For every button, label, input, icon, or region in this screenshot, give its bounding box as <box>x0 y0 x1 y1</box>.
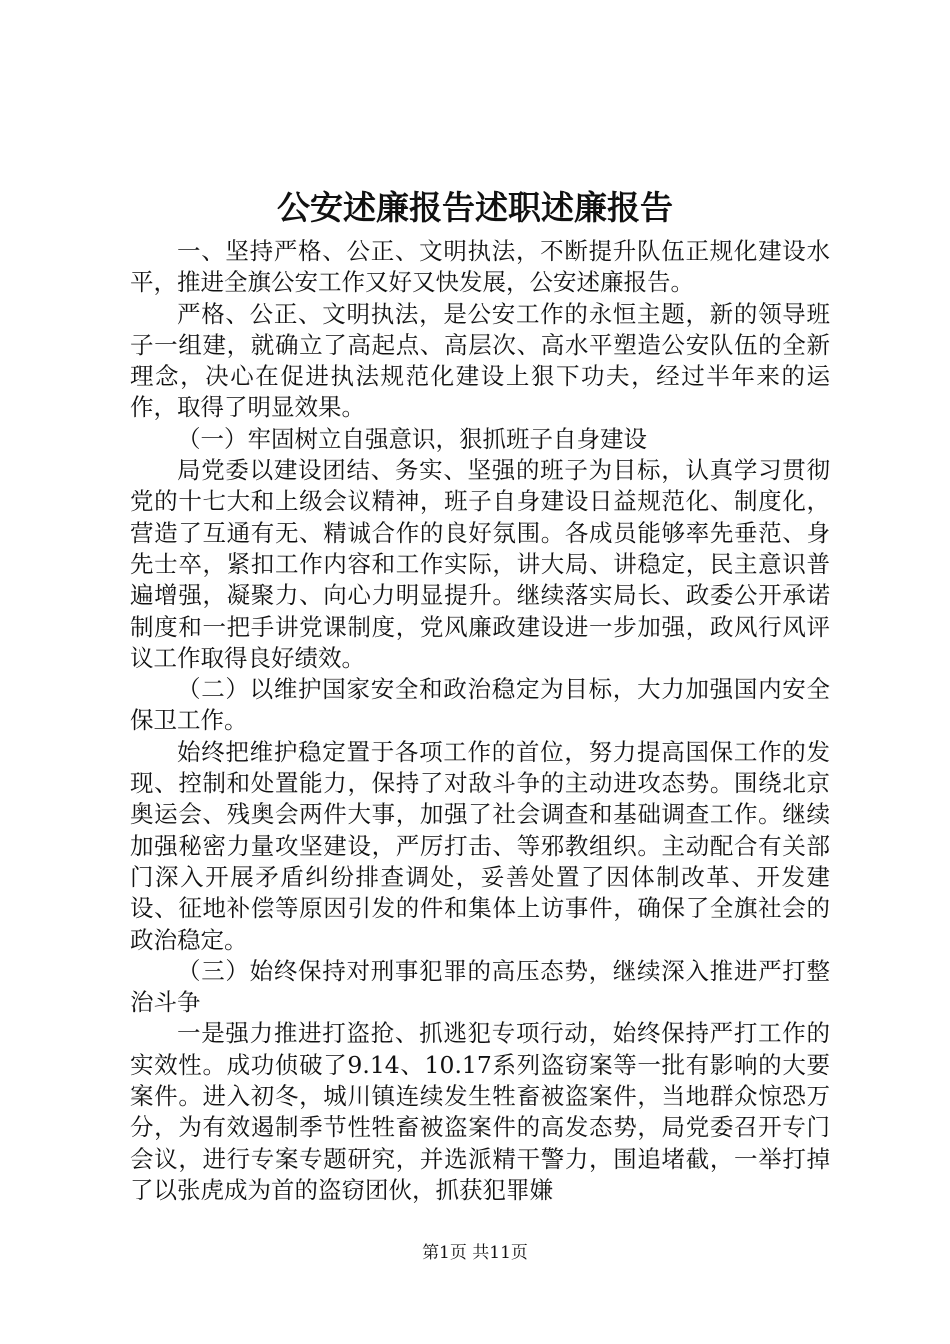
document-title: 公安述廉报告述职述廉报告 <box>277 188 673 227</box>
paragraph: 局党委以建设团结、务实、坚强的班子为目标，认真学习贯彻党的十七大和上级会议精神，班子自身建设日益规范化、制度化，营造了互通有无、精诚合作的良好氛围。各成员能够率先垂范、身先士卒，紧扣工作内容和工作实际，讲大局、讲稳定，民主意识普遍增强，凝聚力、向心力明显提升。继续落实局长、政委公开承诺制度和一把手讲党课制度，党风廉政建设进一步加强，政风行风评议工作取得良好绩效。 <box>130 456 830 672</box>
section-heading: （二）以维护国家安全和政治稳定为目标，大力加强国内安全保卫工作。 <box>130 675 830 735</box>
page-footer: 第1页 共11页 <box>422 1243 528 1263</box>
paragraph: 一是强力推进打盗抢、抓逃犯专项行动，始终保持严打工作的实效性。成功侦破了9.14、10.17系列盗窃案等一批有影响的大要案件。进入初冬，城川镇连续发生牲畜被盗案件，当地群众惊恐万分，为有效遏制季节性牲畜被盗案件的高发态势，局党委召开专门会议，进行专案专题研究，并选派精干警力，围追堵截，一举打掉了以张虎成为首的盗窃团伙，抓获犯罪嫌 <box>130 1019 830 1204</box>
paragraph: 始终把维护稳定置于各项工作的首位，努力提高国保工作的发现、控制和处置能力，保持了对敌斗争的主动进攻态势。围绕北京奥运会、残奥会两件大事，加强了社会调查和基础调查工作。继续加强秘密力量攻坚建设，严厉打击、等邪教组织。主动配合有关部门深入开展矛盾纠纷排查调处，妥善处置了因体制改革、开发建设、征地补偿等原因引发的件和集体上访事件，确保了全旗社会的政治稳定。 <box>130 737 830 954</box>
document-body <box>130 236 830 1206</box>
paragraph: 严格、公正、文明执法，是公安工作的永恒主题，新的领导班子一组建，就确立了高起点、高层次、高水平塑造公安队伍的全新理念，决心在促进执法规范化建设上狠下功夫，经过半年来的运作，取得了明显效果。 <box>130 299 830 422</box>
section-heading: （一）牢固树立自强意识，狠抓班子自身建设 <box>177 424 647 453</box>
section-heading: （三）始终保持对刑事犯罪的高压态势，继续深入推进严打整治斗争 <box>130 956 830 1017</box>
paragraph: 一、坚持严格、公正、文明执法，不断提升队伍正规化建设水平，推进全旗公安工作又好又快发展，公安述廉报告。 <box>130 237 830 297</box>
